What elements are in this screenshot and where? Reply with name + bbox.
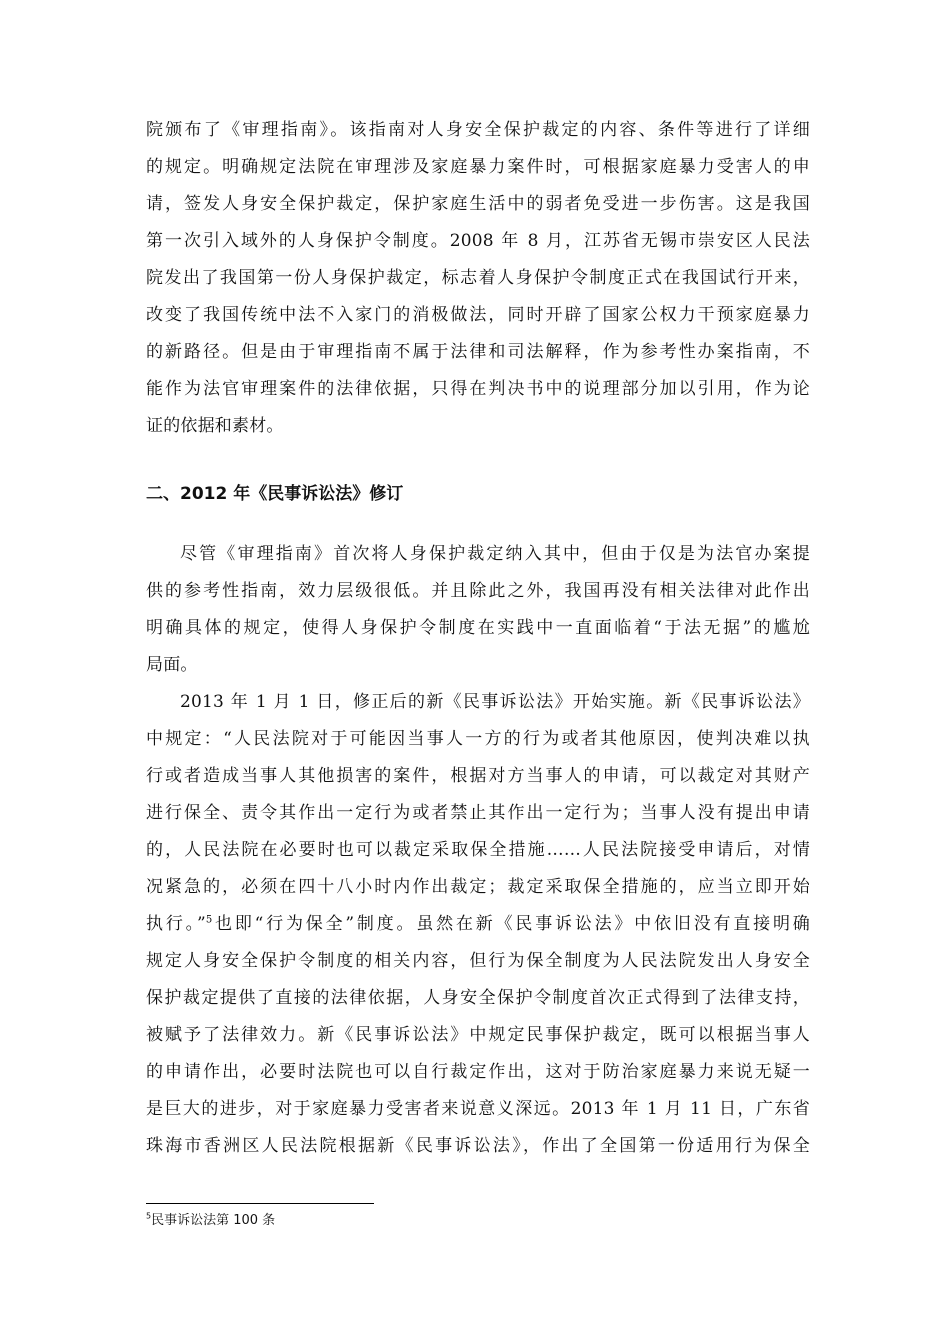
text-line: 第一次引入域外的人身保护令制度。2008 年 8 月，江苏省无锡市崇安区人民法 xyxy=(146,231,810,251)
text-segment: 也即“行为保全”制度。虽然在新《民事诉讼法》中依旧没有直接明确 xyxy=(212,914,810,934)
text-line: 珠海市香洲区人民法院根据新《民事诉讼法》，作出了全国第一份适用行为保全 xyxy=(146,1136,810,1156)
text-line: 规定人身安全保护令制度的相关内容，但行为保全制度为人民法院发出人身安全 xyxy=(146,951,810,971)
text-line: 况紧急的，必须在四十八小时内作出裁定；裁定采取保全措施的，应当立即开始 xyxy=(146,877,810,897)
section-heading: 二、2012 年《民事诉讼法》修订 xyxy=(146,484,404,504)
text-line: 的新路径。但是由于审理指南不属于法律和司法解释，作为参考性办案指南，不 xyxy=(146,342,810,362)
text-line: 进行保全、责令其作出一定行为或者禁止其作出一定行为；当事人没有提出申请 xyxy=(146,803,810,823)
text-line: 能作为法官审理案件的法律依据，只得在判决书中的说理部分加以引用，作为论 xyxy=(146,379,810,399)
footnote xyxy=(146,1212,275,1230)
text-line: 院发出了我国第一份人身保护裁定，标志着人身保护令制度正式在我国试行开来， xyxy=(146,268,810,288)
footnote-text: 民事诉讼法第 100 条 xyxy=(151,1213,276,1228)
text-line: 的规定。明确规定法院在审理涉及家庭暴力案件时，可根据家庭暴力受害人的申 xyxy=(146,157,810,177)
text-line: 供的参考性指南，效力层级很低。并且除此之外，我国再没有相关法律对此作出 xyxy=(146,581,810,601)
text-line: 被赋予了法律效力。新《民事诉讼法》中规定民事保护裁定，既可以根据当事人 xyxy=(146,1025,810,1045)
text-line: 请，签发人身安全保护裁定，保护家庭生活中的弱者免受进一步伤害。这是我国 xyxy=(146,194,810,214)
text-line: 明确具体的规定，使得人身保护令制度在实践中一直面临着“于法无据”的尴尬 xyxy=(146,618,810,638)
text-line: 证的依据和素材。 xyxy=(146,416,284,436)
text-line: 的，人民法院在必要时也可以裁定采取保全措施……人民法院接受申请后，对情 xyxy=(146,840,810,860)
text-segment: 执行。” xyxy=(146,914,206,934)
footnote-separator xyxy=(146,1203,374,1204)
footnote-marker: 5 xyxy=(146,1211,152,1221)
text-line: 保护裁定提供了直接的法律依据，人身安全保护令制度首次正式得到了法律支持， xyxy=(146,988,810,1008)
text-line: 是巨大的进步，对于家庭暴力受害者来说意义深远。2013 年 1 月 11 日，广东省 xyxy=(146,1099,810,1119)
text-line: 中规定：“人民法院对于可能因当事人一方的行为或者其他原因，使判决难以执 xyxy=(146,729,810,749)
text-line: 尽管《审理指南》首次将人身保护裁定纳入其中，但由于仅是为法官办案提 xyxy=(180,544,810,564)
text-line: 2013 年 1 月 1 日，修正后的新《民事诉讼法》开始实施。新《民事诉讼法》 xyxy=(180,692,810,712)
footnote-reference[interactable]: 5 xyxy=(205,914,213,926)
text-line: 的申请作出，必要时法院也可以自行裁定作出，这对于防治家庭暴力来说无疑一 xyxy=(146,1062,810,1082)
text-line: 改变了我国传统中法不入家门的消极做法，同时开辟了国家公权力干预家庭暴力 xyxy=(146,305,810,325)
text-line: 院颁布了《审理指南》。该指南对人身安全保护裁定的内容、条件等进行了详细 xyxy=(146,120,810,140)
text-line: 局面。 xyxy=(146,655,198,675)
text-line: 行或者造成当事人其他损害的案件，根据对方当事人的申请，可以裁定对其财产 xyxy=(146,766,810,786)
text-line-with-footnote xyxy=(146,912,810,936)
